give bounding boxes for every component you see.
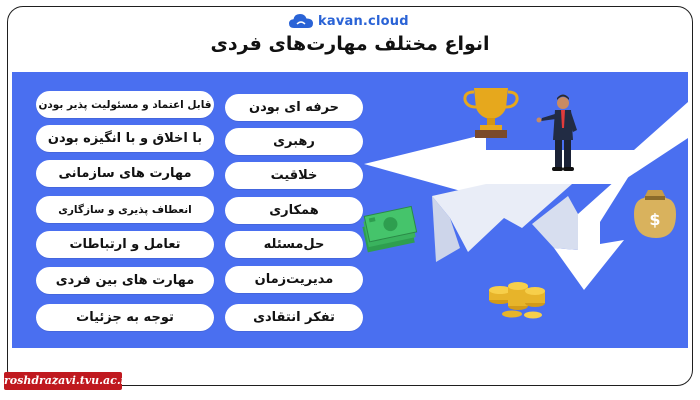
page-title: انواع مختلف مهارت‌های فردی [210, 33, 490, 55]
crossroads-arrows-icon [364, 102, 688, 290]
skill-pill: مهارت های بین فردی [36, 267, 214, 294]
skill-pill: انعطاف پذیری و سازگاری [36, 196, 214, 223]
skill-pill: همکاری [225, 197, 363, 224]
skill-pill: قابل اعتماد و مسئولیت پذیر بودن [36, 91, 214, 118]
cash-stack-icon [360, 206, 418, 252]
skill-pill: تعامل و ارتباطات [36, 231, 214, 258]
trophy-icon [465, 88, 517, 138]
coins-icon [489, 282, 545, 319]
skill-pill: خلاقیت [225, 162, 363, 189]
brand-logo[interactable] [288, 10, 409, 32]
brand-name: kavan.cloud [318, 13, 409, 29]
skills-panel [12, 72, 688, 348]
skill-pill: رهبری [225, 128, 363, 155]
money-bag-icon [634, 190, 676, 238]
money-bag-symbol: $ [649, 210, 661, 229]
cloud-logo-icon [288, 12, 314, 30]
skill-pill: حل‌مسئله [225, 231, 363, 258]
source-badge[interactable]: roshdrazavi.tvu.ac.ir [4, 372, 122, 390]
skill-pill: توجه به جزئیات [36, 304, 214, 331]
skill-pill: حرفه ای بودن [225, 94, 363, 121]
skill-pill: مهارت های سازمانی [36, 160, 214, 187]
skill-pill: تفکر انتقادی [225, 304, 363, 331]
skill-pill: مدیریت‌زمان [225, 266, 363, 293]
skill-pill: با اخلاق و با انگیزه بودن [36, 125, 214, 152]
